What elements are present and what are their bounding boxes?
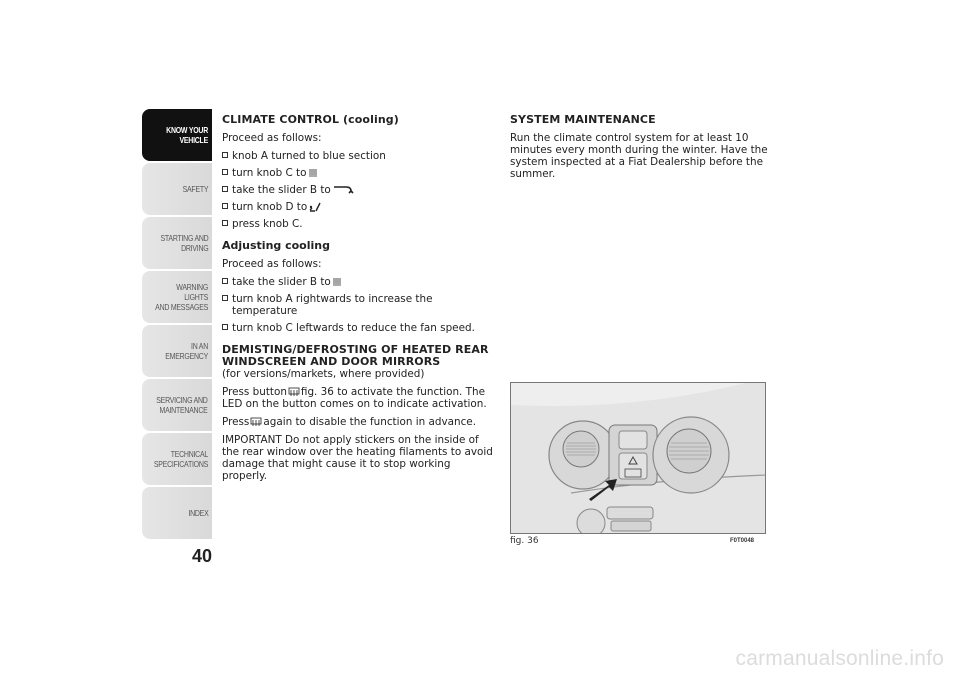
right-column (510, 114, 770, 186)
list-item: take the slider B to (222, 184, 494, 196)
heading-adjusting-cooling: Adjusting cooling (222, 239, 330, 252)
fan-icon (332, 277, 342, 287)
heading-system-maintenance: SYSTEM MAINTENANCE (510, 113, 656, 126)
list-item: turn knob C leftwards to reduce the fan speed. (222, 322, 494, 334)
tab-index[interactable] (142, 487, 212, 539)
important-note: IMPORTANT Do not apply stickers on the inside of the rear window over the heating filaments to avoid damage that might cause it to stop working properly. (222, 434, 493, 482)
tab-label: KNOW YOUR VEHICLE (166, 125, 208, 145)
figure-dashboard (510, 382, 766, 534)
tab-label: INDEX (187, 508, 208, 518)
page-number: 40 (191, 546, 212, 566)
figure-caption: fig. 36 (510, 536, 539, 546)
list-item: knob A turned to blue section (222, 150, 494, 162)
watermark: carmanualsonline.info (735, 647, 944, 670)
list-item: press knob C. (222, 218, 494, 230)
dashboard-illustration (511, 383, 766, 534)
tab-servicing-and-maintenance[interactable] (142, 379, 212, 431)
intro-text: Proceed as follows: (222, 132, 322, 144)
maintenance-text: Run the climate control system for at least 10 minutes every month during the winter. Have the system inspected at a Fiat Dealership before the summer. (510, 132, 768, 180)
list-item: turn knob C to (222, 167, 494, 179)
intro-text: Proceed as follows: (222, 258, 322, 270)
list-item: turn knob D to (222, 201, 494, 213)
left-column (222, 114, 494, 488)
tab-in-an-emergency[interactable] (142, 325, 212, 377)
rear-defrost-icon (288, 387, 300, 397)
heading-demisting: DEMISTING/DEFROSTING OF HEATED REAR WINDSCREEN AND DOOR MIRRORS (222, 343, 489, 368)
tab-safety[interactable] (142, 163, 212, 215)
heading-climate-control: CLIMATE CONTROL (cooling) (222, 113, 399, 126)
heading-note: (for versions/markets, where provided) (222, 368, 425, 380)
rear-defrost-icon (250, 417, 262, 427)
tab-label: SERVICING AND MAINTENANCE (156, 395, 208, 415)
tab-label: WARNING LIGHTS AND MESSAGES (155, 282, 208, 312)
tab-label: SAFETY (182, 184, 208, 194)
tab-starting-and-driving[interactable] (142, 217, 212, 269)
tab-label: STARTING AND DRIVING (160, 233, 208, 253)
tab-know-your-vehicle[interactable] (142, 109, 212, 161)
fan-icon (308, 168, 318, 178)
recirculation-icon (332, 185, 354, 195)
paragraph-deactivate: Press again to disable the function in advance. (222, 416, 476, 428)
tab-label: TECHNICAL SPECIFICATIONS (153, 449, 208, 469)
list-item: take the slider B to (222, 276, 494, 288)
figure-code: F0T0048 (730, 538, 755, 544)
list-item: turn knob A rightwards to increase the temperature (222, 293, 494, 317)
tab-warning-lights[interactable] (142, 271, 212, 323)
paragraph-activate: Press button fig. 36 to activate the function. The LED on the button comes on to indicate activation. (222, 386, 487, 410)
air-distribution-icon (308, 202, 322, 213)
section-tabs (142, 109, 212, 541)
tab-label: IN AN EMERGENCY (165, 341, 208, 361)
tab-technical-specifications[interactable] (142, 433, 212, 485)
